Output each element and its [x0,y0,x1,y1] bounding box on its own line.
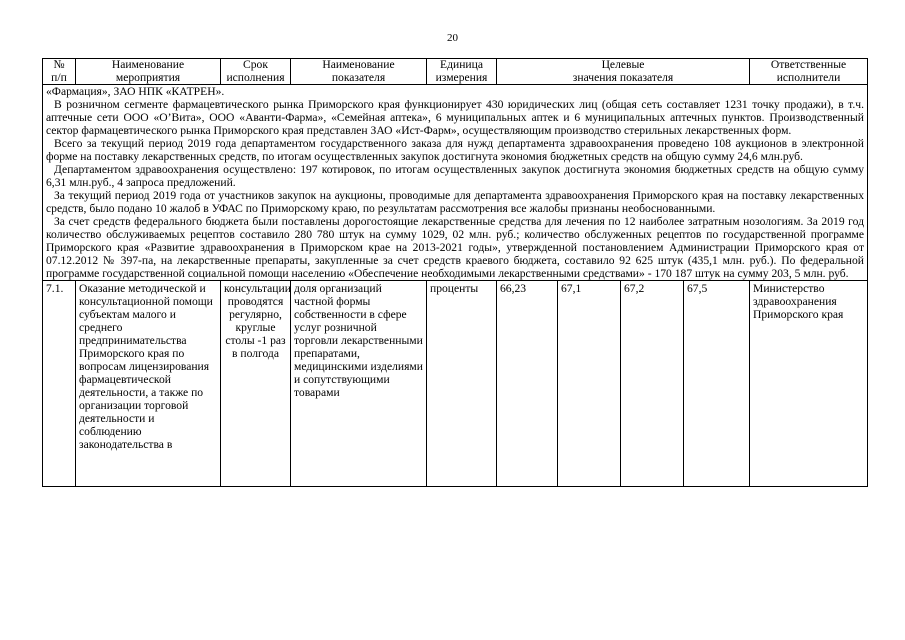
header-num: № п/п [43,59,76,85]
table-header-row [43,59,868,85]
row-unit: проценты [427,281,497,487]
paragraph: За текущий период 2019 года от участников закупок на аукционы, проводимые для департамента здравоохранения Приморского края на поставку лекарственных средств, было подано 10 жалоб в УФАС по Приморскому краю, по результатам рассмотрения все жалобы признаны необоснованными. [46,189,865,215]
row-term: консультации проводятся регулярно, круглые столы -1 раз в полгода [221,281,291,487]
paragraph: Департаментом здравоохранения осуществлено: 197 котировок, по итогам осуществленных закупок достигнута экономия бюджетных средств на общую сумму 6,31 млн.руб., 4 запроса предложений. [46,163,865,189]
paragraph: «Фармация», ЗАО НПК «КАТРЕН». [46,85,225,98]
header-name: Наименование мероприятия [76,59,221,85]
row-num: 7.1. [43,281,76,487]
row-responsible: Министерство здравоохранения Приморского края [750,281,868,487]
table-row [43,281,868,487]
row-value-1: 66,23 [497,281,558,487]
narrative-text [43,85,868,281]
header-term: Срок исполнения [221,59,291,85]
row-indicator: доля организаций частной формы собственности в сфере услуг розничной торговли лекарственными препаратами, медицинскими изделиями и сопутствующими товарами [291,281,427,487]
measures-table [42,58,868,487]
text-row [43,85,868,281]
row-measure-name: Оказание методической и консультационной помощи субъектам малого и среднего предпринимательства Приморского края по вопросам лицензирования фармацевтической деятельности, а также по организации торговой деятельности и соблюдению законодательства в [76,281,221,487]
paragraph: В розничном сегменте фармацевтического рынка Приморского края функционирует 430 юридических лиц (общая сеть составляет 1231 точку продажи), в т.ч. аптечные сети ООО «О’Вита», ООО «Аванти-Фарма», «Семейная аптека», 6 муниципальных аптек и 6 муниципальных аптечных пунктов. Производственный сектор фармацевтического рынка Приморского края представлен ЗАО «Ист-Фарм», осуществляющим производство стерильных лекарственных форм. [46,98,865,137]
paragraph: Всего за текущий период 2019 года департаментом государственного заказа для нужд департамента здравоохранения проведено 108 аукционов в электронной форме на поставку лекарственных средств, по итогам осуществленных закупок достигнута экономия бюджетных средств на общую сумму 24,6 млн.руб. [46,137,865,163]
row-value-3: 67,2 [621,281,684,487]
header-target: Целевые значения показателя [497,59,750,85]
header-unit: Единица измерения [427,59,497,85]
header-indicator: Наименование показателя [291,59,427,85]
paragraph: За счет средств федерального бюджета были поставлены дорогостоящие лекарственные средства для лечения по 12 наиболее затратным нозологиям. За 2019 год количество обслуживаемых рецептов составило 280 780 штук на сумму 1029, 02 млн. руб.; количество обслуженных рецептов по государственной программе Приморского края «Развитие здравоохранения в Приморском крае на 2013-2021 годы», утвержденной постановлением Администрации Приморского края от 07.12.2012 № 397-па, на лекарственные препараты, закупленные за счет средств краевого бюджета, составило 92 625 штук (435,1 млн. руб.). По федеральной программе государственной социальной помощи населению «Обеспечение необходимыми лекарственными средствами» - 170 187 штук на сумму 203, 5 млн. руб. [46,215,865,280]
row-value-4: 67,5 [684,281,750,487]
header-responsible: Ответственные исполнители [750,59,868,85]
page-number: 20 [447,32,458,44]
row-value-2: 67,1 [558,281,621,487]
